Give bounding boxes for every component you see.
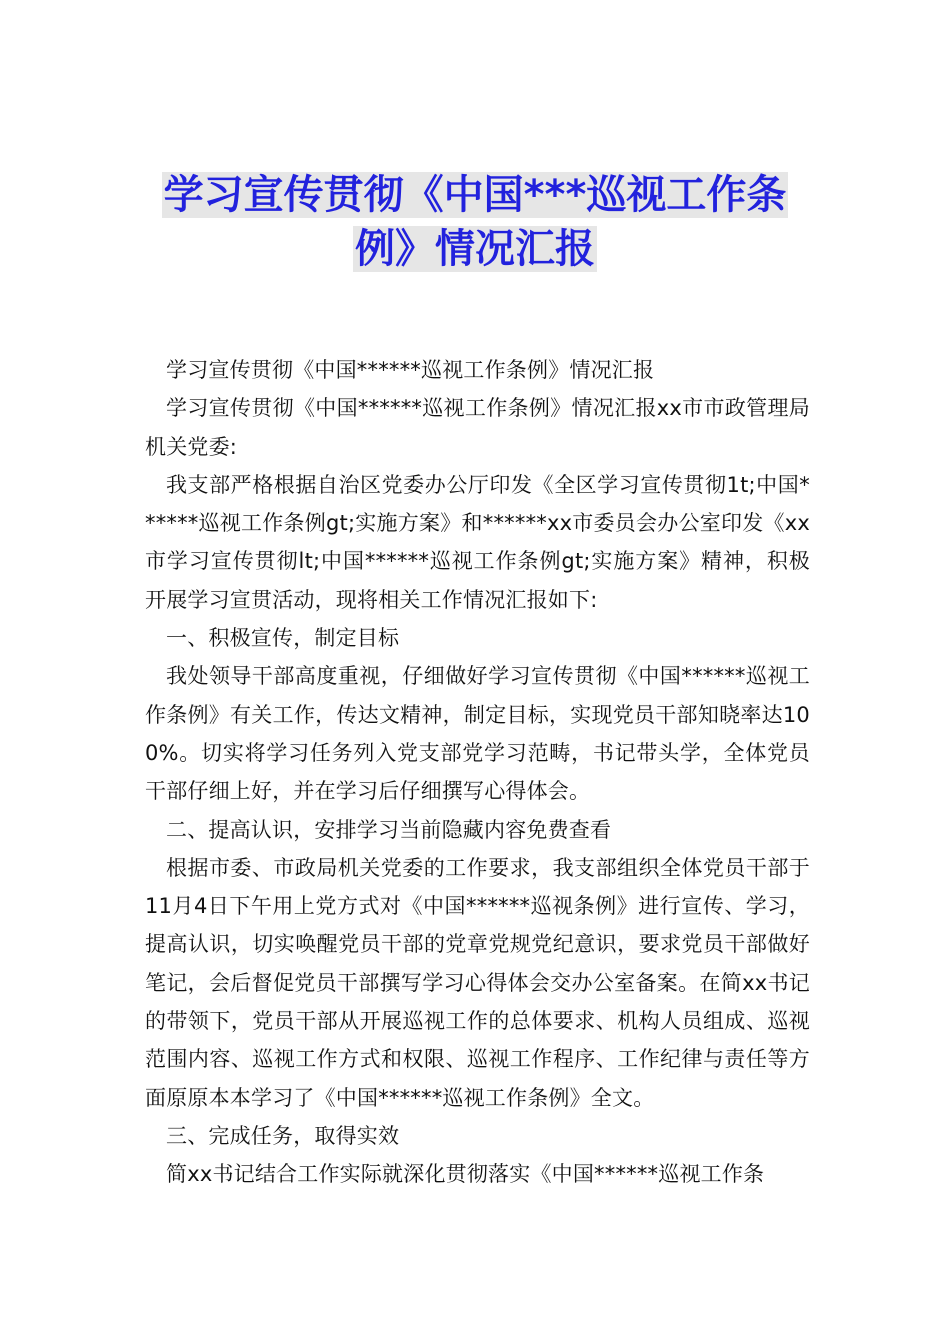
section-heading-2: 二、提高认识，安排学习当前隐藏内容免费查看 <box>166 817 612 842</box>
title-line-1: 学习宣传贯彻《中国***巡视工作条 <box>163 172 787 218</box>
document-title <box>0 168 950 276</box>
paragraph-report-heading: 学习宣传贯彻《中国******巡视工作条例》情况汇报 <box>166 358 655 382</box>
section-heading-1: 一、积极宣传，制定目标 <box>166 626 400 651</box>
paragraph-overview: 我支部严格根据自治区党委办公厅印发《全区学习宣传贯彻1t;中国******巡视工作条例gt;实施方案》和******xx市委员会办公室印发《xx市学习宣传贯彻lt;中国******巡视工作条例gt;实施方案》精神，积极开展学习宣贯活动，现将相关工作情况汇报如下: <box>145 472 810 612</box>
paragraph-section-3: 简xx书记结合工作实际就深化贯彻落实《中国******巡视工作条 <box>166 1162 765 1187</box>
document-body <box>145 351 810 1194</box>
paragraph-report-intro: 学习宣传贯彻《中国******巡视工作条例》情况汇报xx市市政管理局机关党委: <box>145 396 810 459</box>
title-line-2: 例》情况汇报 <box>355 226 595 272</box>
paragraph-section-1: 我处领导干部高度重视，仔细做好学习宣传贯彻《中国******巡视工作条例》有关工作，传达文精神，制定目标，实现党员干部知晓率达100%。切实将学习任务列入党支部党学习范畴，书记带头学，全体党员干部仔细上好，并在学习后仔细撰写心得体会。 <box>145 664 810 804</box>
paragraph-section-2: 根据市委、市政局机关党委的工作要求，我支部组织全体党员干部于11月4日下午用上党方式对《中国******巡视条例》进行宣传、学习，提高认识，切实唤醒党员干部的党章党规党纪意识，要求党员干部做好笔记，会后督促党员干部撰写学习心得体会交办公室备案。在简xx书记的带领下，党员干部从开展巡视工作的总体要求、机构人员组成、巡视范围内容、巡视工作方式和权限、巡视工作程序、工作纪律与责任等方面原原本本学习了《中国******巡视工作条例》全文。 <box>145 855 810 1110</box>
section-heading-3: 三、完成任务，取得实效 <box>166 1123 400 1148</box>
